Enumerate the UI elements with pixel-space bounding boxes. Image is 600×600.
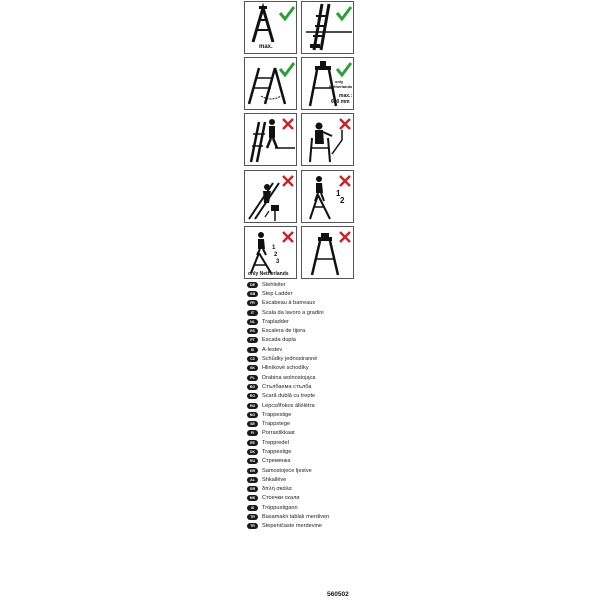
language-name: Scala da lavoro a gradini	[262, 309, 324, 316]
language-row	[247, 475, 387, 484]
language-code-badge: TR	[247, 514, 258, 520]
language-name: Porrastikkaat	[262, 430, 295, 437]
language-code-badge: HR	[247, 468, 258, 474]
language-code-badge: SI	[247, 347, 258, 353]
language-name: Samostojeće ljestve	[262, 467, 312, 474]
document-number: 560502	[327, 591, 349, 598]
language-name: Escalera de tijera	[262, 328, 306, 335]
language-code-badge: MK	[247, 495, 258, 501]
panel-label-max: max.:	[339, 93, 353, 99]
language-row	[247, 326, 387, 335]
language-code-badge: NL	[247, 319, 258, 325]
language-row	[247, 289, 387, 298]
language-row	[247, 447, 387, 456]
language-row	[247, 373, 387, 382]
language-name: Step Ladder	[262, 290, 293, 297]
language-code-badge: HU	[247, 403, 258, 409]
language-code-badge: GB	[247, 291, 258, 297]
language-row	[247, 522, 387, 531]
language-code-badge: RU	[247, 458, 258, 464]
panel-label-600mm: 600 mm	[331, 99, 350, 105]
cross-icon	[245, 171, 297, 223]
language-code-badge: FI	[247, 430, 258, 436]
language-row	[247, 429, 387, 438]
language-code-badge: BG	[247, 384, 258, 390]
language-code-badge: GR	[247, 486, 258, 492]
language-code-badge: PL	[247, 375, 258, 381]
cross-icon	[302, 114, 354, 166]
language-name: Lépcsőfokos állólétra	[262, 402, 315, 409]
panel-label-only-netherlands: only Netherlands	[248, 271, 289, 277]
language-name: Basamaklı tablalı merdiven	[262, 514, 330, 521]
language-code-badge: ES	[247, 328, 258, 334]
language-row	[247, 317, 387, 326]
cross-icon	[302, 171, 354, 223]
language-row	[247, 392, 387, 401]
language-name: Stepeničaste merdevine	[262, 523, 323, 530]
cross-icon	[245, 114, 297, 166]
language-name: Tröppustigann	[262, 504, 298, 511]
language-name: Schůdky jednostranné	[262, 356, 318, 363]
language-code-badge: CZ	[247, 356, 258, 362]
language-name: Стълбаема стълба	[262, 383, 312, 390]
language-name: Escada dupla	[262, 337, 296, 344]
language-code-badge: FR	[247, 300, 258, 306]
language-row	[247, 308, 387, 317]
language-row	[247, 503, 387, 512]
language-name: Stehleiter	[262, 281, 286, 288]
step-number-1: 1	[272, 245, 276, 251]
language-name: Hliníkové schodíky	[262, 365, 309, 372]
language-code-badge: IT	[247, 310, 258, 316]
language-name: Trappestige	[262, 411, 292, 418]
panel-label-netherlands: Netherlands	[329, 84, 353, 89]
step-number-3: 3	[276, 259, 280, 265]
language-row	[247, 382, 387, 391]
language-code-badge: DE	[247, 282, 258, 288]
language-row	[247, 438, 387, 447]
language-row	[247, 485, 387, 494]
language-code-badge: RO	[247, 393, 258, 399]
panel-label-only: only	[335, 79, 344, 84]
language-code-badge: SE	[247, 421, 258, 427]
step-number-2: 2	[340, 196, 345, 205]
language-code-badge: SK	[247, 365, 258, 371]
panel-forbidden-two-steps	[301, 170, 354, 223]
language-row	[247, 345, 387, 354]
language-row	[247, 419, 387, 428]
language-name: Shkallëve	[262, 476, 287, 483]
language-name: Trapladder	[262, 318, 289, 325]
language-name: Стремянка	[262, 458, 291, 465]
language-name: Trappestige	[262, 448, 292, 455]
step-number-2: 2	[274, 252, 278, 258]
panel-allowed-folding	[244, 57, 297, 110]
language-name: Trappstege	[262, 421, 291, 428]
language-code-badge: DK	[247, 449, 258, 455]
language-row	[247, 364, 387, 373]
language-name: δπλή σκάλα	[262, 486, 292, 493]
panel-forbidden-side-step	[244, 113, 297, 166]
language-row	[247, 336, 387, 345]
panel-allowed-extended	[301, 1, 354, 54]
language-code-badge: IS	[247, 505, 258, 511]
language-name: Стоечки скали	[262, 495, 300, 502]
language-row	[247, 466, 387, 475]
step-number-1: 1	[336, 189, 341, 198]
panel-forbidden-platform-top	[301, 226, 354, 279]
panel-label-max: max.	[259, 44, 273, 50]
language-code-badge: TR	[247, 523, 258, 529]
language-code-badge: AL	[247, 477, 258, 483]
language-row	[247, 354, 387, 363]
language-row	[247, 401, 387, 410]
check-icon	[302, 2, 354, 54]
language-row	[247, 512, 387, 521]
language-name: Scară dublă cu trepte	[262, 393, 316, 400]
panel-allowed-netherlands-max	[301, 57, 354, 110]
panel-forbidden-three-steps	[244, 226, 297, 279]
check-icon	[245, 58, 297, 110]
cross-icon	[302, 227, 354, 279]
language-list	[247, 280, 387, 531]
panel-allowed-max	[244, 1, 297, 54]
panel-forbidden-overreach	[244, 170, 297, 223]
language-name: Drabina wolnostojąca	[262, 374, 316, 381]
language-row	[247, 457, 387, 466]
language-row	[247, 410, 387, 419]
language-name: A-lestev	[262, 346, 283, 353]
language-name: Escabeau à barreaux	[262, 300, 316, 307]
language-code-badge: NO	[247, 412, 258, 418]
panel-forbidden-wall-lean	[301, 113, 354, 166]
language-row	[247, 299, 387, 308]
language-code-badge: PT	[247, 337, 258, 343]
language-row	[247, 280, 387, 289]
language-row	[247, 494, 387, 503]
language-code-badge: EE	[247, 440, 258, 446]
language-name: Treppredel	[262, 439, 289, 446]
